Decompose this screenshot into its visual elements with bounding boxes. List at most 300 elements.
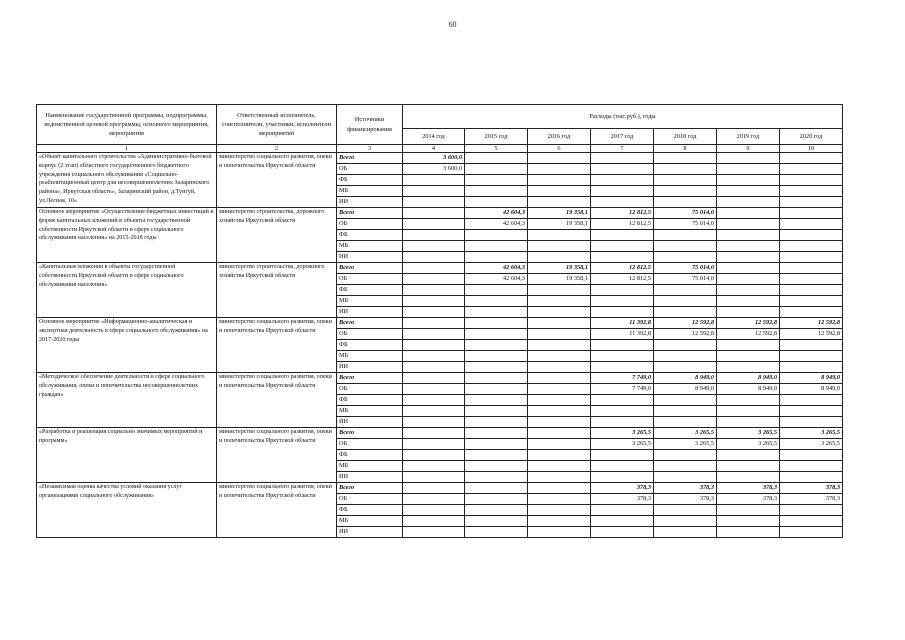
- amount-cell: [403, 208, 465, 219]
- amount-cell: [654, 527, 717, 538]
- amount-cell: 378,3: [591, 483, 654, 494]
- column-number: 1: [37, 145, 217, 153]
- amount-cell: [780, 208, 843, 219]
- header-source: Источники финансирования: [337, 105, 403, 145]
- funding-source: Всего: [337, 318, 403, 329]
- amount-cell: 75 014,0: [654, 274, 717, 285]
- amount-cell: 3 600,0: [403, 164, 465, 175]
- funding-source: МБ: [337, 461, 403, 472]
- amount-cell: [465, 340, 528, 351]
- budget-table: [36, 104, 843, 538]
- amount-cell: [654, 252, 717, 263]
- table-row: [37, 373, 843, 384]
- header-year: 2018 год: [654, 129, 717, 145]
- amount-cell: [465, 318, 528, 329]
- amount-cell: [717, 296, 780, 307]
- amount-cell: [403, 329, 465, 340]
- amount-cell: [591, 516, 654, 527]
- amount-cell: 3 265,5: [654, 428, 717, 439]
- amount-cell: [780, 197, 843, 208]
- amount-cell: [717, 472, 780, 483]
- amount-cell: [654, 285, 717, 296]
- amount-cell: [654, 450, 717, 461]
- amount-cell: [403, 274, 465, 285]
- amount-cell: [780, 296, 843, 307]
- measure-executor: министерство социального развития, опеки и попечительства Иркутской области: [217, 428, 337, 483]
- amount-cell: 75 014,0: [654, 208, 717, 219]
- measure-name: «Объект капитального строительства «Административно-бытовой корпус (2 этап) областного государственного бюджетного учреждения социального обслуживания «Социально-реабилитационный центр для несовершеннолетних Заларинского района», Иркутская область», Заларинский район, д.Тунгуй, ул.Лесная, 10»: [37, 153, 217, 208]
- amount-cell: [717, 340, 780, 351]
- amount-cell: [654, 417, 717, 428]
- funding-source: ИИ: [337, 252, 403, 263]
- measure-executor: министерство социального развития, опеки и попечительства Иркутской области: [217, 318, 337, 373]
- amount-cell: [654, 406, 717, 417]
- amount-cell: 7 749,0: [591, 373, 654, 384]
- amount-cell: 12 592,8: [780, 318, 843, 329]
- funding-source: Всего: [337, 483, 403, 494]
- amount-cell: [654, 472, 717, 483]
- amount-cell: [654, 197, 717, 208]
- amount-cell: [591, 472, 654, 483]
- column-number: 5: [465, 145, 528, 153]
- funding-source: МБ: [337, 516, 403, 527]
- column-number: 9: [717, 145, 780, 153]
- amount-cell: [528, 362, 591, 373]
- amount-cell: [591, 395, 654, 406]
- amount-cell: [528, 417, 591, 428]
- amount-cell: [654, 307, 717, 318]
- amount-cell: 12 592,8: [654, 318, 717, 329]
- amount-cell: [591, 340, 654, 351]
- funding-source: МБ: [337, 296, 403, 307]
- amount-cell: 378,3: [717, 494, 780, 505]
- amount-cell: [780, 527, 843, 538]
- amount-cell: [654, 153, 717, 164]
- amount-cell: [528, 351, 591, 362]
- amount-cell: 12 812,5: [591, 208, 654, 219]
- amount-cell: [465, 285, 528, 296]
- funding-source: ИИ: [337, 472, 403, 483]
- header-expenses: Расходы (тыс.руб.), годы: [403, 105, 843, 129]
- funding-source: ФБ: [337, 175, 403, 186]
- amount-cell: [403, 373, 465, 384]
- amount-cell: [717, 461, 780, 472]
- amount-cell: [465, 351, 528, 362]
- funding-source: ФБ: [337, 395, 403, 406]
- amount-cell: [780, 219, 843, 230]
- amount-cell: [780, 164, 843, 175]
- funding-source: МБ: [337, 186, 403, 197]
- column-number: 7: [591, 145, 654, 153]
- header-year: 2017 год: [591, 129, 654, 145]
- amount-cell: 8 949,0: [654, 373, 717, 384]
- amount-cell: 378,3: [780, 483, 843, 494]
- amount-cell: 8 949,0: [717, 384, 780, 395]
- amount-cell: [403, 219, 465, 230]
- amount-cell: [403, 263, 465, 274]
- amount-cell: 378,3: [654, 494, 717, 505]
- header-year: 2020 год: [780, 129, 843, 145]
- amount-cell: [465, 362, 528, 373]
- funding-source: ОБ: [337, 164, 403, 175]
- amount-cell: [465, 252, 528, 263]
- amount-cell: [465, 395, 528, 406]
- amount-cell: 378,3: [591, 494, 654, 505]
- funding-source: ФБ: [337, 340, 403, 351]
- column-number: 8: [654, 145, 717, 153]
- amount-cell: [528, 318, 591, 329]
- amount-cell: [780, 263, 843, 274]
- measure-executor: министерство социального развития, опеки и попечительства Иркутской области: [217, 483, 337, 538]
- column-number: 10: [780, 145, 843, 153]
- funding-source: Всего: [337, 153, 403, 164]
- amount-cell: [403, 384, 465, 395]
- amount-cell: [403, 351, 465, 362]
- amount-cell: [528, 241, 591, 252]
- amount-cell: [528, 186, 591, 197]
- amount-cell: [591, 296, 654, 307]
- header-year: 2016 год: [528, 129, 591, 145]
- amount-cell: [780, 505, 843, 516]
- amount-cell: [717, 252, 780, 263]
- amount-cell: 42 604,3: [465, 263, 528, 274]
- amount-cell: [780, 395, 843, 406]
- amount-cell: 3 265,5: [717, 439, 780, 450]
- amount-cell: [528, 164, 591, 175]
- funding-source: ОБ: [337, 274, 403, 285]
- amount-cell: 42 604,3: [465, 208, 528, 219]
- amount-cell: [403, 395, 465, 406]
- amount-cell: 19 358,1: [528, 208, 591, 219]
- amount-cell: [780, 241, 843, 252]
- funding-source: МБ: [337, 406, 403, 417]
- measure-executor: министерство строительства, дорожного хозяйства Иркутской области: [217, 208, 337, 263]
- amount-cell: 11 392,8: [591, 329, 654, 340]
- amount-cell: [717, 307, 780, 318]
- amount-cell: [654, 362, 717, 373]
- amount-cell: [780, 274, 843, 285]
- amount-cell: [654, 516, 717, 527]
- amount-cell: [528, 428, 591, 439]
- amount-cell: [780, 340, 843, 351]
- amount-cell: 3 600,0: [403, 153, 465, 164]
- amount-cell: [717, 285, 780, 296]
- amount-cell: 75 014,0: [654, 219, 717, 230]
- amount-cell: [591, 461, 654, 472]
- funding-source: ФБ: [337, 505, 403, 516]
- amount-cell: [528, 230, 591, 241]
- table-row: [37, 208, 843, 219]
- amount-cell: [717, 395, 780, 406]
- amount-cell: 12 592,8: [780, 329, 843, 340]
- amount-cell: 12 592,8: [717, 329, 780, 340]
- amount-cell: [403, 450, 465, 461]
- header-year: 2019 год: [717, 129, 780, 145]
- table-row: [37, 428, 843, 439]
- page-number: 60: [448, 20, 457, 29]
- amount-cell: [403, 494, 465, 505]
- funding-source: ФБ: [337, 230, 403, 241]
- amount-cell: [654, 395, 717, 406]
- amount-cell: [717, 153, 780, 164]
- amount-cell: [403, 483, 465, 494]
- amount-cell: [780, 516, 843, 527]
- amount-cell: [465, 450, 528, 461]
- amount-cell: [528, 329, 591, 340]
- amount-cell: [780, 175, 843, 186]
- amount-cell: [717, 351, 780, 362]
- amount-cell: [403, 505, 465, 516]
- amount-cell: [780, 285, 843, 296]
- amount-cell: [591, 241, 654, 252]
- amount-cell: [403, 307, 465, 318]
- amount-cell: [403, 296, 465, 307]
- amount-cell: [465, 197, 528, 208]
- column-number: 2: [217, 145, 337, 153]
- funding-source: ФБ: [337, 450, 403, 461]
- funding-source: ОБ: [337, 494, 403, 505]
- amount-cell: 3 265,5: [717, 428, 780, 439]
- funding-source: ИИ: [337, 417, 403, 428]
- table-row: [37, 263, 843, 274]
- amount-cell: [403, 197, 465, 208]
- amount-cell: [717, 417, 780, 428]
- amount-cell: [528, 197, 591, 208]
- measure-name: «Капитальные вложения в объекты государственной собственности Иркутской области в сфере социального обслуживания населения»: [37, 263, 217, 318]
- amount-cell: [717, 230, 780, 241]
- amount-cell: [465, 296, 528, 307]
- amount-cell: [780, 406, 843, 417]
- amount-cell: 378,3: [780, 494, 843, 505]
- header-year: 2015 год: [465, 129, 528, 145]
- measure-name: «Методическое обеспечение деятельности в сфере социального обслуживания, опеки и попечительства несовершеннолетних граждан»: [37, 373, 217, 428]
- amount-cell: 12 592,8: [717, 318, 780, 329]
- amount-cell: [591, 285, 654, 296]
- amount-cell: [780, 450, 843, 461]
- amount-cell: [717, 362, 780, 373]
- funding-source: Всего: [337, 263, 403, 274]
- amount-cell: [528, 285, 591, 296]
- amount-cell: 378,3: [717, 483, 780, 494]
- amount-cell: [528, 527, 591, 538]
- amount-cell: [717, 263, 780, 274]
- amount-cell: [403, 175, 465, 186]
- amount-cell: [528, 252, 591, 263]
- amount-cell: [465, 461, 528, 472]
- table-row: [37, 318, 843, 329]
- amount-cell: [465, 153, 528, 164]
- funding-source: МБ: [337, 351, 403, 362]
- amount-cell: [403, 527, 465, 538]
- amount-cell: 12 812,5: [591, 274, 654, 285]
- amount-cell: [591, 230, 654, 241]
- amount-cell: [591, 252, 654, 263]
- amount-cell: [528, 483, 591, 494]
- amount-cell: [403, 516, 465, 527]
- amount-cell: [717, 527, 780, 538]
- amount-cell: [465, 406, 528, 417]
- amount-cell: 7 749,0: [591, 384, 654, 395]
- amount-cell: 3 265,5: [591, 439, 654, 450]
- amount-cell: [465, 329, 528, 340]
- amount-cell: [591, 175, 654, 186]
- amount-cell: 3 265,5: [591, 428, 654, 439]
- funding-source: ОБ: [337, 439, 403, 450]
- amount-cell: 12 592,8: [654, 329, 717, 340]
- amount-cell: 8 949,0: [780, 384, 843, 395]
- amount-cell: [780, 230, 843, 241]
- amount-cell: [717, 164, 780, 175]
- amount-cell: 12 812,5: [591, 263, 654, 274]
- funding-source: ИИ: [337, 527, 403, 538]
- header-year: 2014 год: [403, 129, 465, 145]
- amount-cell: [717, 241, 780, 252]
- amount-cell: [591, 307, 654, 318]
- amount-cell: [591, 417, 654, 428]
- amount-cell: [717, 186, 780, 197]
- amount-cell: 19 358,1: [528, 274, 591, 285]
- amount-cell: [780, 186, 843, 197]
- amount-cell: [717, 175, 780, 186]
- amount-cell: [654, 461, 717, 472]
- amount-cell: [717, 516, 780, 527]
- funding-source: Всего: [337, 373, 403, 384]
- amount-cell: [528, 450, 591, 461]
- amount-cell: [780, 153, 843, 164]
- amount-cell: [654, 164, 717, 175]
- amount-cell: [528, 494, 591, 505]
- amount-cell: [465, 373, 528, 384]
- amount-cell: 19 358,1: [528, 263, 591, 274]
- amount-cell: [591, 153, 654, 164]
- amount-cell: [403, 285, 465, 296]
- amount-cell: [403, 241, 465, 252]
- amount-cell: 19 358,1: [528, 219, 591, 230]
- amount-cell: [403, 252, 465, 263]
- amount-cell: [465, 164, 528, 175]
- funding-source: ИИ: [337, 197, 403, 208]
- amount-cell: [654, 186, 717, 197]
- amount-cell: [654, 351, 717, 362]
- amount-cell: [654, 505, 717, 516]
- amount-cell: [717, 406, 780, 417]
- amount-cell: [528, 472, 591, 483]
- amount-cell: [528, 373, 591, 384]
- funding-source: Всего: [337, 428, 403, 439]
- amount-cell: 75 014,0: [654, 263, 717, 274]
- amount-cell: 42 604,3: [465, 274, 528, 285]
- measure-name: Основное мероприятие «Осуществление бюджетных инвестиций в форме капитальных вложений в объекты государственной собственности Иркутской области в сфере социального обслуживания населения» на 2015-2018 годы: [37, 208, 217, 263]
- funding-source: ОБ: [337, 384, 403, 395]
- amount-cell: [780, 307, 843, 318]
- amount-cell: [717, 219, 780, 230]
- measure-executor: министерство социального развития, опеки и попечительства Иркутской области: [217, 373, 337, 428]
- amount-cell: [465, 472, 528, 483]
- amount-cell: [591, 406, 654, 417]
- amount-cell: [403, 439, 465, 450]
- amount-cell: [403, 428, 465, 439]
- amount-cell: [403, 340, 465, 351]
- funding-source: ФБ: [337, 285, 403, 296]
- amount-cell: [654, 340, 717, 351]
- amount-cell: [465, 505, 528, 516]
- amount-cell: [654, 230, 717, 241]
- amount-cell: 12 812,5: [591, 219, 654, 230]
- funding-source: ОБ: [337, 219, 403, 230]
- amount-cell: [465, 527, 528, 538]
- amount-cell: [780, 351, 843, 362]
- amount-cell: [528, 153, 591, 164]
- amount-cell: [528, 307, 591, 318]
- amount-cell: 8 949,0: [780, 373, 843, 384]
- amount-cell: [403, 186, 465, 197]
- amount-cell: [528, 384, 591, 395]
- amount-cell: [654, 241, 717, 252]
- amount-cell: [591, 351, 654, 362]
- amount-cell: [403, 230, 465, 241]
- header-name: Наименование государственной программы, подпрограммы, ведомственной целевой программы, основного мероприятия, мероприятия: [37, 105, 217, 145]
- measure-name: Основное мероприятие «Информационно-аналитическая и экспертная деятельность в сфере социального обслуживания» на 2017-2020 годы: [37, 318, 217, 373]
- amount-cell: [465, 384, 528, 395]
- amount-cell: [528, 516, 591, 527]
- amount-cell: [403, 406, 465, 417]
- measure-name: «Независимая оценка качества условий оказания услуг организациями социального обслуживания»: [37, 483, 217, 538]
- amount-cell: [465, 241, 528, 252]
- amount-cell: [465, 516, 528, 527]
- amount-cell: [591, 527, 654, 538]
- amount-cell: [465, 230, 528, 241]
- amount-cell: [528, 340, 591, 351]
- amount-cell: [465, 307, 528, 318]
- amount-cell: [780, 362, 843, 373]
- amount-cell: 42 604,3: [465, 219, 528, 230]
- column-number: 6: [528, 145, 591, 153]
- amount-cell: 3 265,5: [654, 439, 717, 450]
- amount-cell: 8 949,0: [654, 384, 717, 395]
- amount-cell: [780, 252, 843, 263]
- amount-cell: [717, 274, 780, 285]
- amount-cell: [591, 450, 654, 461]
- funding-source: Всего: [337, 208, 403, 219]
- funding-source: МБ: [337, 241, 403, 252]
- amount-cell: 3 265,5: [780, 439, 843, 450]
- measure-executor: министерство строительства, дорожного хозяйства Иркутской области: [217, 263, 337, 318]
- amount-cell: 3 265,5: [780, 428, 843, 439]
- amount-cell: [465, 417, 528, 428]
- amount-cell: [780, 472, 843, 483]
- measure-name: «Разработка и реализация социально значимых мероприятий и программ»: [37, 428, 217, 483]
- amount-cell: [780, 417, 843, 428]
- amount-cell: [780, 461, 843, 472]
- amount-cell: [465, 428, 528, 439]
- amount-cell: [528, 505, 591, 516]
- header-executor: Ответственный исполнитель, соисполнители, участники, исполнители мероприятий: [217, 105, 337, 145]
- amount-cell: [654, 296, 717, 307]
- amount-cell: [465, 483, 528, 494]
- amount-cell: [717, 197, 780, 208]
- amount-cell: [591, 362, 654, 373]
- amount-cell: [465, 439, 528, 450]
- amount-cell: [717, 450, 780, 461]
- amount-cell: 8 949,0: [717, 373, 780, 384]
- amount-cell: [717, 208, 780, 219]
- amount-cell: [528, 395, 591, 406]
- funding-source: ОБ: [337, 329, 403, 340]
- amount-cell: [465, 186, 528, 197]
- amount-cell: [465, 175, 528, 186]
- amount-cell: [403, 362, 465, 373]
- amount-cell: [528, 461, 591, 472]
